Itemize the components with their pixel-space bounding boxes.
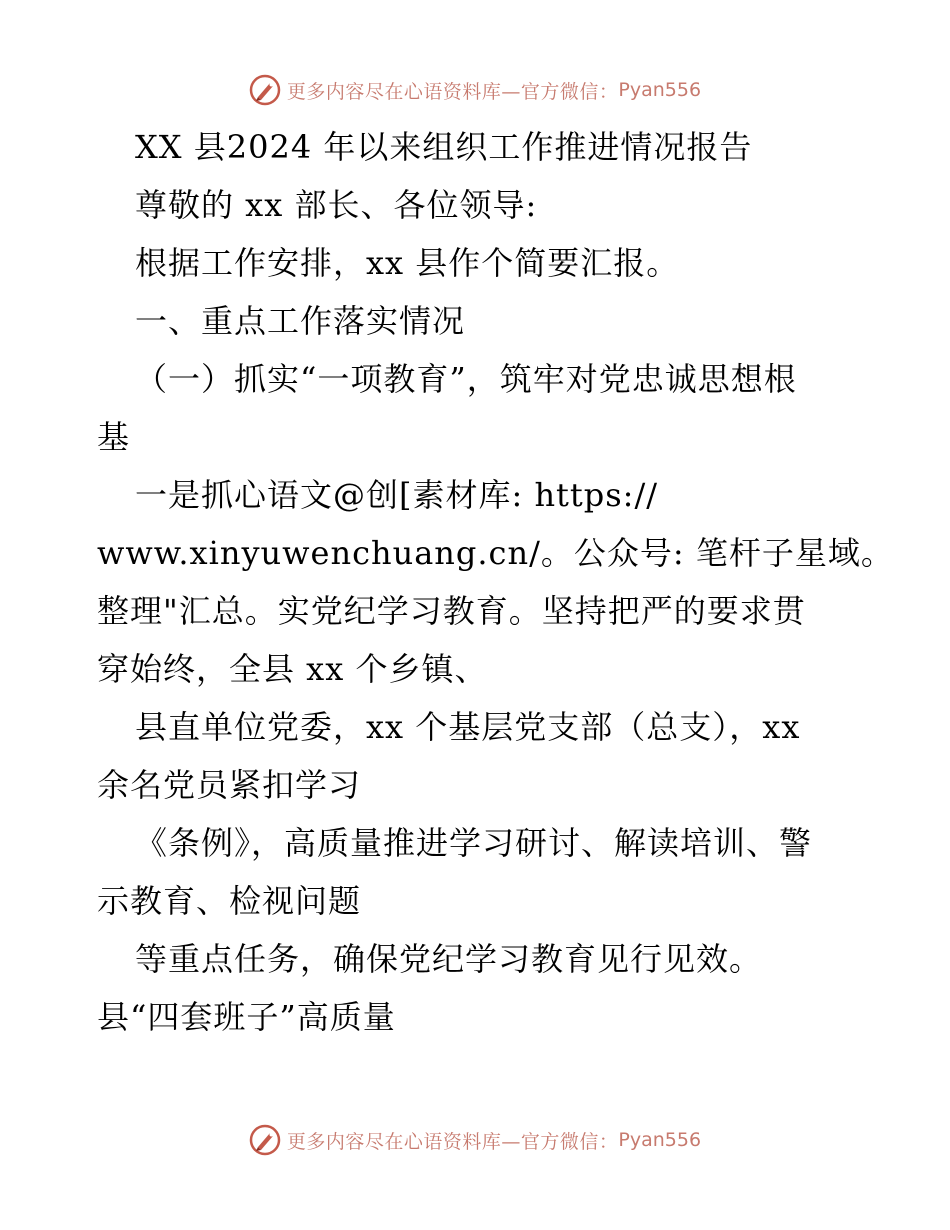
watermark-banner-top (0, 70, 950, 110)
pen-logo-icon (249, 74, 281, 106)
subsection-heading-continued: 基 (97, 418, 131, 456)
watermark-wechat-id: Pyan556 (618, 1129, 702, 1151)
paragraph-line: 《条例》，高质量推进学习研讨、解读培训、警 (135, 824, 813, 862)
paragraph-line: 穿始终，全县 xx 个乡镇、 (97, 650, 488, 688)
paragraph-line: 根据工作安排，xx 县作个简要汇报。 (135, 244, 680, 282)
subsection-heading: （一）抓实“一项教育”，筑牢对党忠诚思想根 (135, 360, 797, 398)
watermark-text: 更多内容尽在心语资料库—官方微信： (286, 1130, 619, 1153)
document-body (97, 118, 894, 1046)
salutation: 尊敬的 xx 部长、各位领导: (135, 186, 538, 224)
document-title: XX 县2024 年以来组织工作推进情况报告 (135, 128, 753, 166)
pen-logo-icon (249, 1124, 281, 1156)
paragraph-line: 示教育、检视问题 (97, 882, 362, 920)
watermark-banner-bottom (0, 1120, 950, 1160)
paragraph-line: 县“四套班子”高质量 (97, 998, 396, 1036)
paragraph-line: 等重点任务，确保党纪学习教育见行见效。 (135, 940, 763, 978)
watermark-text: 更多内容尽在心语资料库—官方微信： (286, 80, 619, 103)
paragraph-line: www.xinyuwenchuang.cn/。公众号: 笔杆子星域。 (97, 534, 894, 572)
paragraph-line: 余名党员紧扣学习 (97, 766, 362, 804)
paragraph-line: 县直单位党委，xx 个基层党支部（总支），xx (135, 708, 801, 746)
paragraph-line: 一是抓心语文@创[素材库: https:// (135, 476, 659, 514)
watermark-wechat-id: Pyan556 (618, 79, 702, 101)
section-heading: 一、重点工作落实情况 (135, 302, 466, 340)
paragraph-line: 整理"汇总。实党纪学习教育。坚持把严的要求贯 (97, 592, 806, 630)
